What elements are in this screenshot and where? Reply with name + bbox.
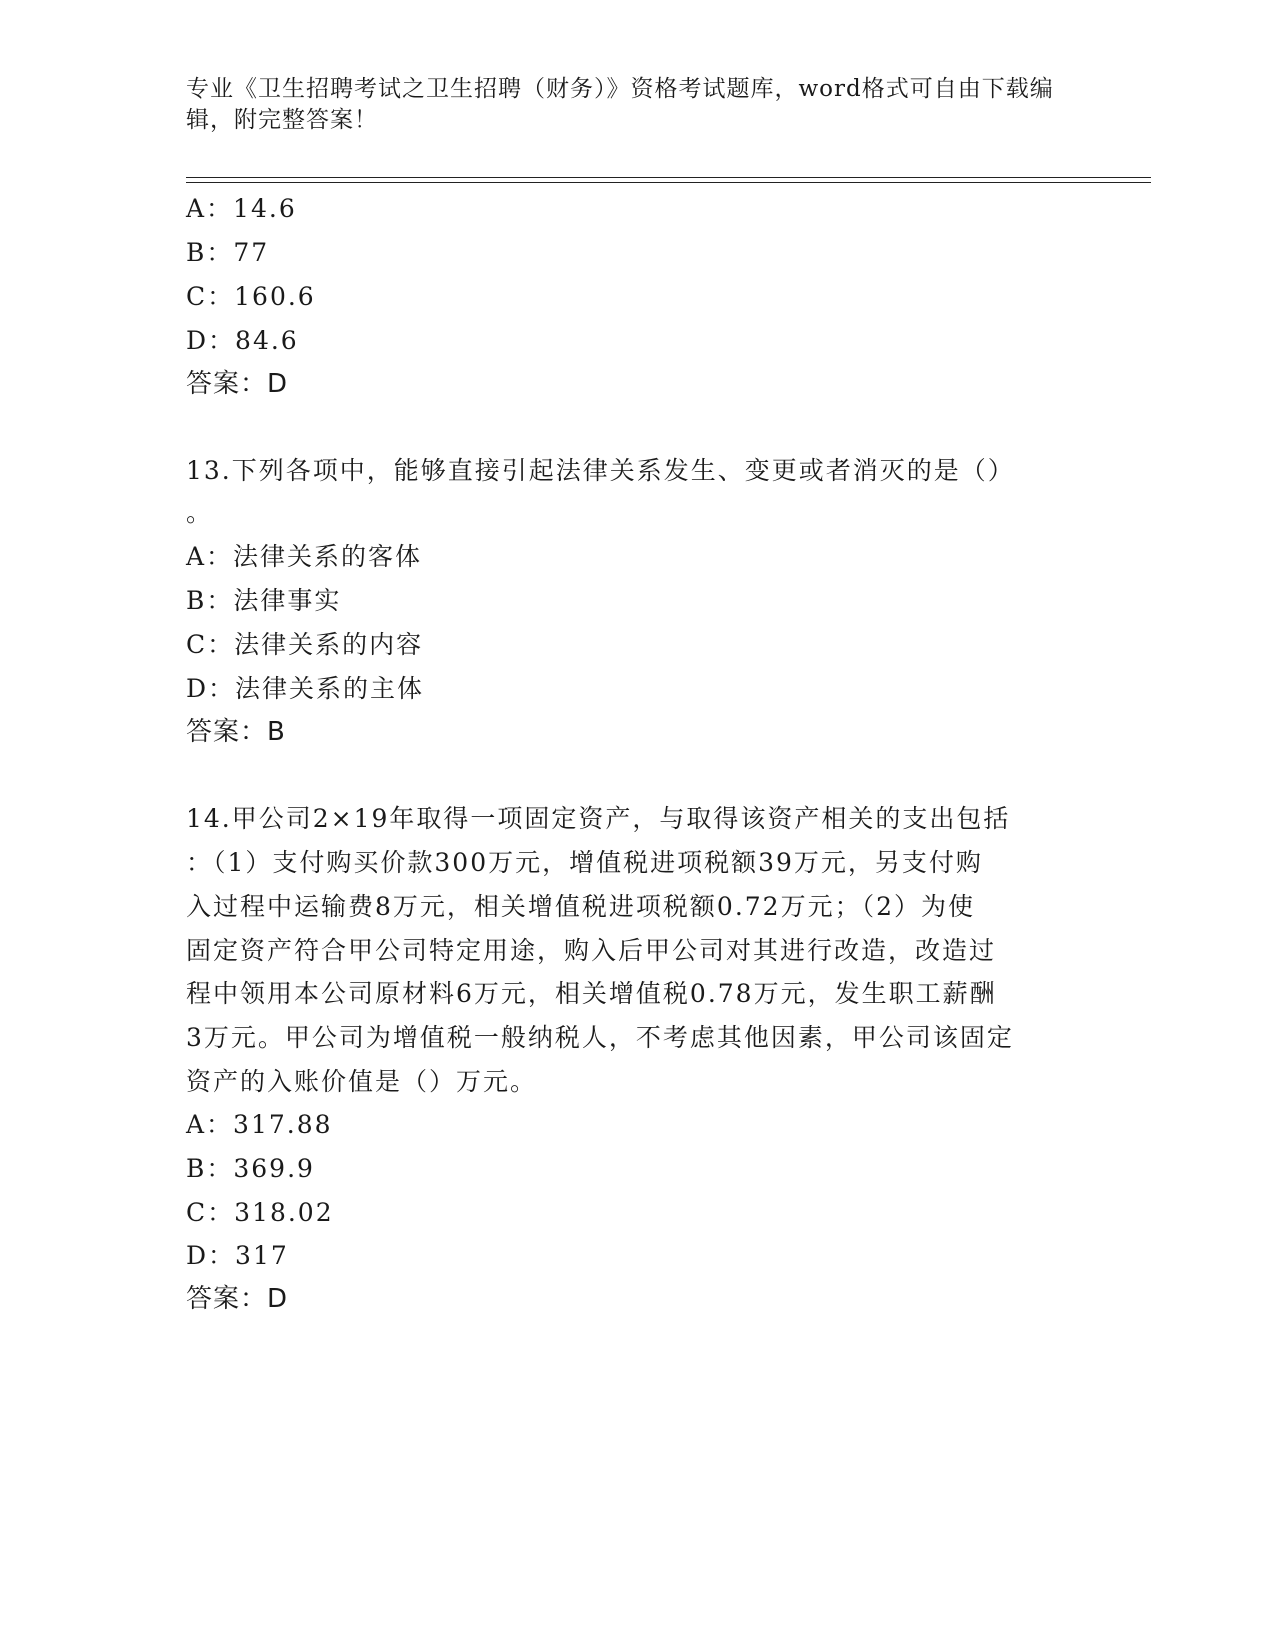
q12-option-d: D：84.6 bbox=[186, 326, 299, 355]
header-divider-top bbox=[186, 177, 1151, 178]
q12-option-b: B：77 bbox=[186, 238, 270, 267]
q14-option-c: C：318.02 bbox=[186, 1198, 334, 1227]
q14-option-d: D：317 bbox=[186, 1241, 289, 1270]
q14-answer: 答案：D bbox=[186, 1284, 289, 1314]
q14-stem-line-1: 14.甲公司2×19年取得一项固定资产，与取得该资产相关的支出包括 bbox=[186, 804, 1011, 833]
q13-stem-line-2: 。 bbox=[186, 498, 214, 527]
page-header: 专业《卫生招聘考试之卫生招聘（财务）》资格考试题库，word格式可自由下载编辑，附完整答案！ bbox=[186, 76, 1054, 133]
q14-option-a: A：317.88 bbox=[186, 1110, 333, 1139]
q12-option-a: A：14.6 bbox=[186, 194, 297, 223]
q13-answer: 答案：B bbox=[186, 717, 286, 747]
q14-stem-line-3: 入过程中运输费8万元，相关增值税进项税额0.72万元；（2）为使 bbox=[186, 892, 975, 921]
q14-option-b: B：369.9 bbox=[186, 1154, 315, 1183]
header-divider-bottom bbox=[186, 182, 1151, 183]
q13-option-a: A：法律关系的客体 bbox=[186, 542, 423, 571]
q14-stem-line-5: 程中领用本公司原材料6万元，相关增值税0.78万元，发生职工薪酬 bbox=[186, 979, 997, 1008]
q13-option-b: B：法律事实 bbox=[186, 586, 342, 615]
q14-stem-line-4: 固定资产符合甲公司特定用途，购入后甲公司对其进行改造，改造过 bbox=[186, 936, 997, 965]
q12-option-c: C：160.6 bbox=[186, 282, 316, 311]
q12-answer: 答案：D bbox=[186, 369, 289, 399]
q13-stem-line-1: 13.下列各项中，能够直接引起法律关系发生、变更或者消灭的是（） bbox=[186, 456, 1015, 485]
q13-option-d: D：法律关系的主体 bbox=[186, 674, 425, 703]
q14-stem-line-6: 3万元。甲公司为增值税一般纳税人，不考虑其他因素，甲公司该固定 bbox=[186, 1023, 1014, 1052]
q14-stem-line-2: ：（1）支付购买价款300万元，增值税进项税额39万元，另支付购 bbox=[186, 848, 983, 877]
q13-option-c: C：法律关系的内容 bbox=[186, 630, 424, 659]
q14-stem-line-7: 资产的入账价值是（）万元。 bbox=[186, 1067, 538, 1096]
